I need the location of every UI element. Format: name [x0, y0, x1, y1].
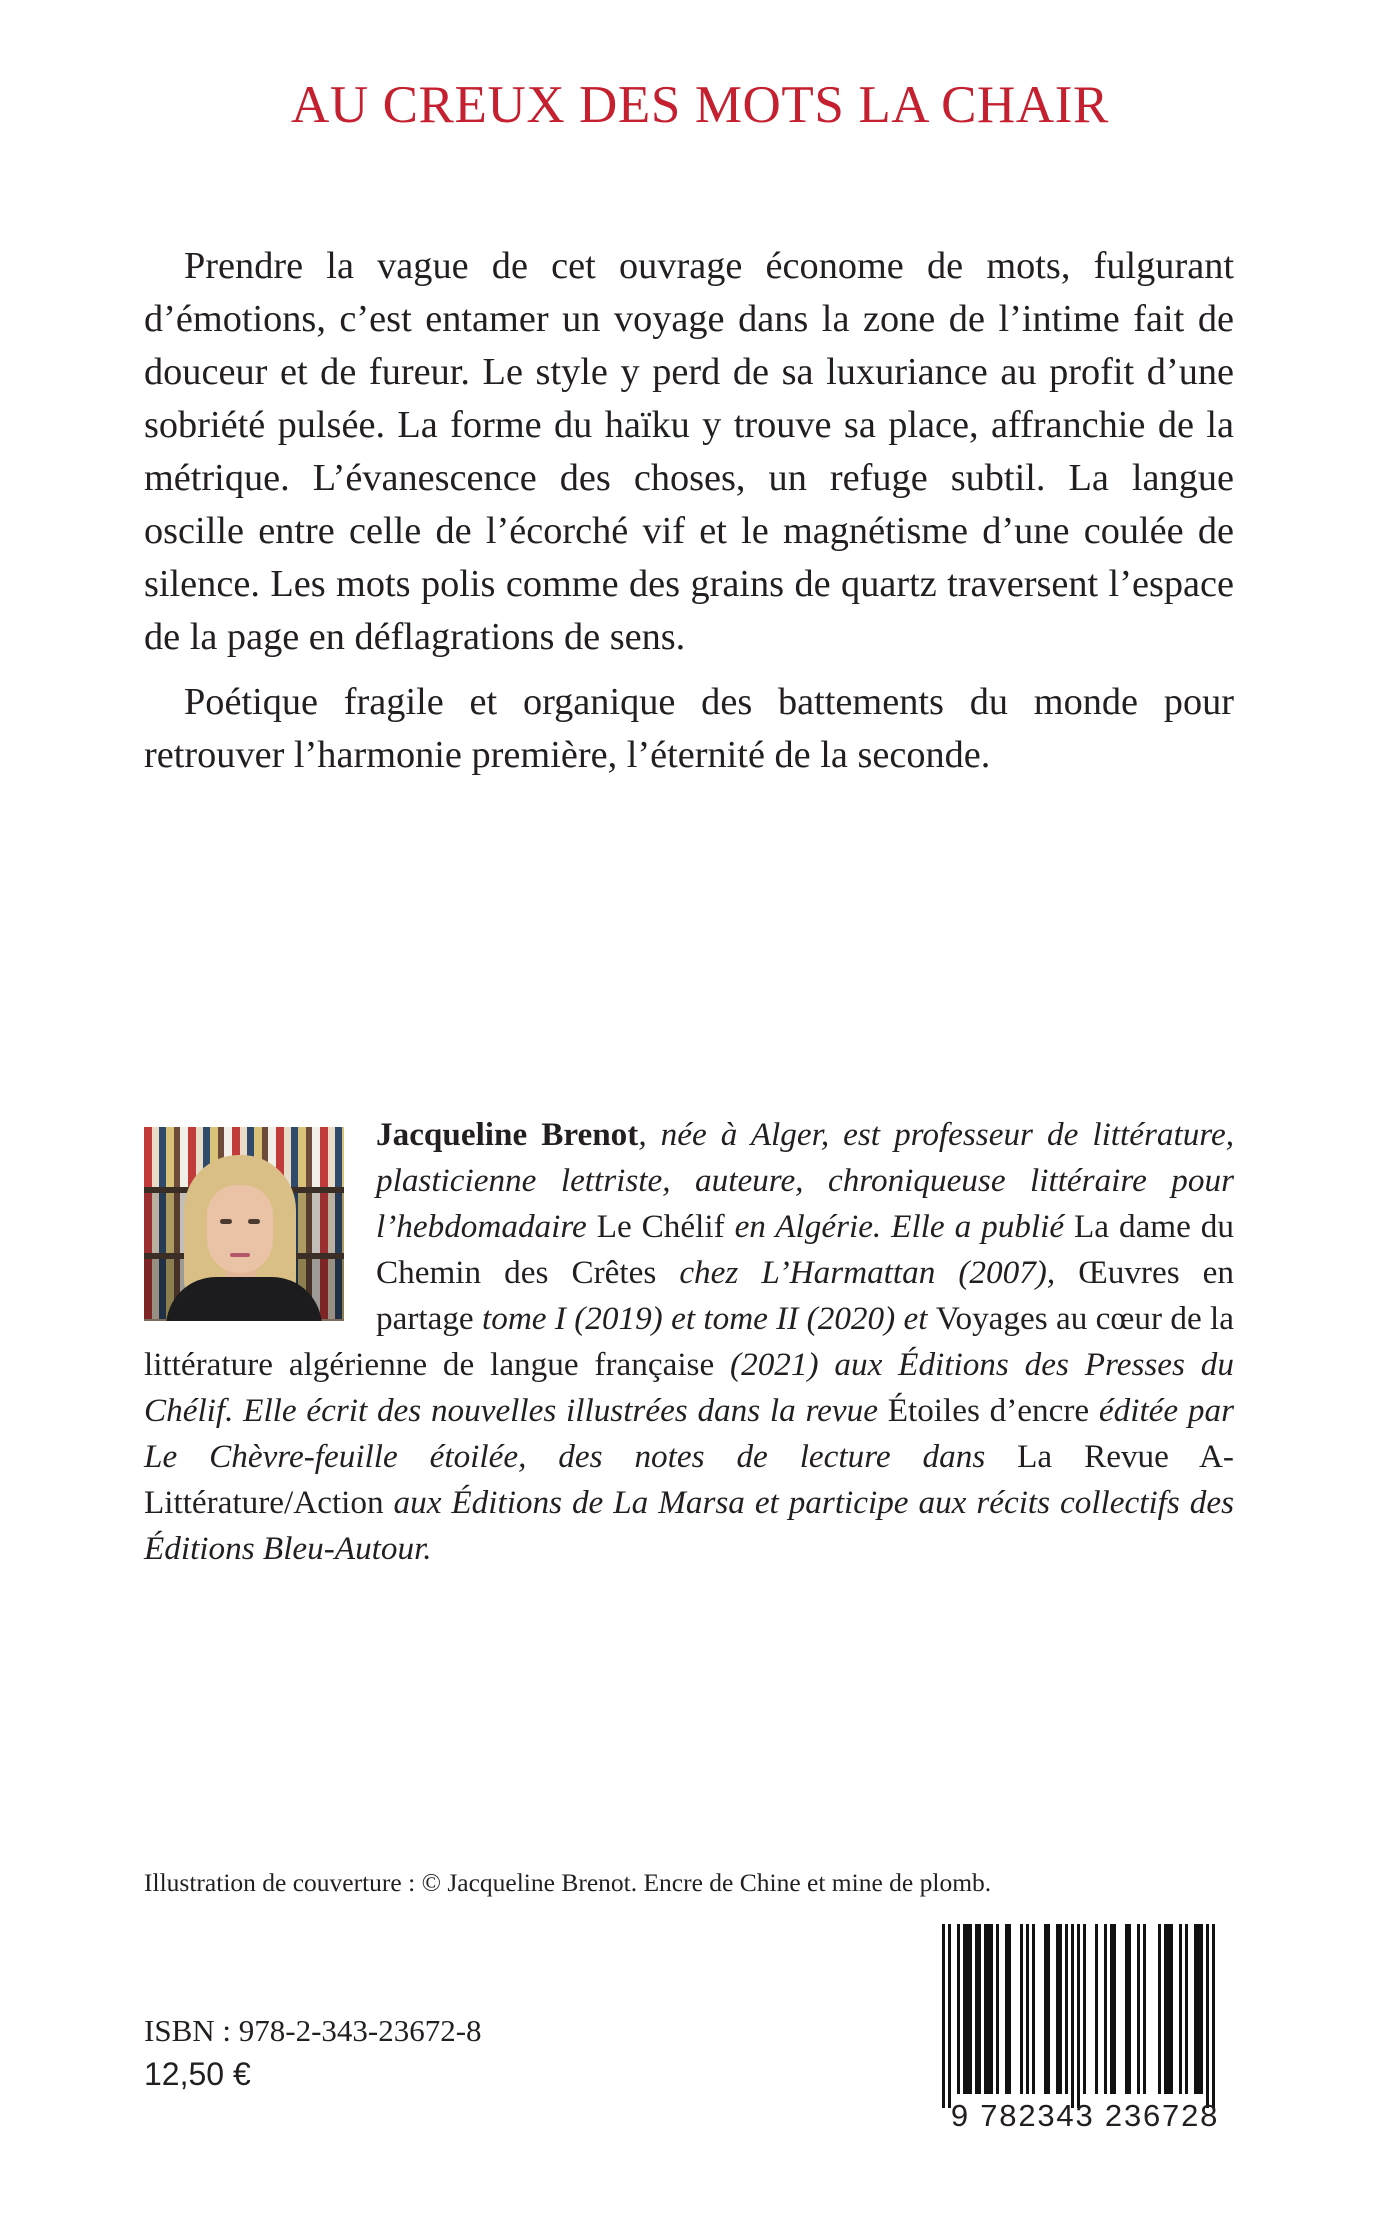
bio-work-title: Étoiles d’encre [887, 1392, 1090, 1429]
barcode-bar [1164, 1924, 1173, 2094]
bio-text: tome I (2019) et tome II (2020) et [473, 1300, 936, 1337]
author-bio [144, 1112, 1234, 1572]
bio-work-title: Voyages au cœur de la littérature algérienne de langue française [144, 1300, 1234, 1383]
barcode-bar [1032, 1924, 1035, 2094]
barcode-bar [1137, 1924, 1140, 2094]
barcode-bar [1125, 1924, 1131, 2094]
barcode [934, 1924, 1236, 2108]
barcode-bar [1104, 1924, 1107, 2094]
bio-work-title: La Revue A-Littérature/Action [144, 1438, 1234, 1521]
barcode-bar [948, 1924, 951, 2108]
barcode-bar [984, 1924, 993, 2094]
bio-text: aux Éditions de La Marsa et participe aux récits collectifs des Éditions Bleu-Autour. [144, 1484, 1234, 1567]
barcode-bar [1143, 1924, 1146, 2094]
cover-illustration-credit: Illustration de couverture : © Jacqueline Brenot. Encre de Chine et mine de plomb. [144, 1868, 992, 1897]
bio-text: éditée par Le Chèvre-feuille étoilée, des notes de lecture dans [144, 1392, 1234, 1475]
barcode-bar [1185, 1924, 1188, 2094]
barcode-bar [1110, 1924, 1116, 2094]
barcode-bar [1179, 1924, 1182, 2094]
price: 12,50 € [144, 2056, 251, 2092]
barcode-bar [1194, 1924, 1203, 2094]
bio-work-title: La dame du Chemin des Crêtes [376, 1208, 1234, 1291]
barcode-bar [1206, 1924, 1209, 2108]
bio-text: chez L’Harmattan (2007), [656, 1254, 1079, 1291]
barcode-bar [975, 1924, 981, 2094]
author-photo [144, 1127, 344, 1321]
barcode-bar [1077, 1924, 1080, 2108]
barcode-digits: 9 782343 236728 [950, 2098, 1220, 2133]
barcode-bar [1065, 1924, 1068, 2094]
barcode-bar [1071, 1924, 1074, 2108]
bio-text: , née à Alger, est professeur de littérature, plasticienne lettriste, auteure, chroniqueuse littéraire pour l’hebdomadaire [376, 1116, 1234, 1245]
barcode-bar [1044, 1924, 1050, 2094]
barcode-bar [996, 1924, 999, 2094]
bio-work-title: Le Chélif [596, 1208, 725, 1245]
bio-text: en Algérie. Elle a publié [724, 1208, 1075, 1245]
blurb-paragraph-2: Poétique fragile et organique des battements du monde pour retrouver l’harmonie première, l’éternité de la seconde. [144, 681, 1234, 776]
bio-work-title: Œuvres en partage [376, 1254, 1235, 1337]
bio-text: (2021) aux Éditions des Presses du Chélif. Elle écrit des nouvelles illustrées dans la revue [144, 1346, 1234, 1429]
book-title: AU CREUX DES MOTS LA CHAIR [290, 76, 1110, 134]
barcode-bar [1158, 1924, 1161, 2094]
barcode-bar [942, 1924, 945, 2108]
barcode-bar [1005, 1924, 1011, 2094]
barcode-bar [963, 1924, 972, 2094]
barcode-bar [1026, 1924, 1029, 2094]
barcode-bar [1095, 1924, 1098, 2094]
barcode-bar [957, 1924, 960, 2094]
barcode-bar [1020, 1924, 1023, 2094]
isbn: ISBN : 978-2-343-23672-8 [144, 2013, 482, 2048]
author-name: Jacqueline Brenot [376, 1116, 639, 1153]
back-cover-blurb [144, 240, 1234, 782]
barcode-bar [1083, 1924, 1086, 2094]
barcode-bar [1212, 1924, 1215, 2108]
barcode-bar [1056, 1924, 1062, 2094]
blurb-paragraph-1: Prendre la vague de cet ouvrage économe de mots, fulgurant d’émotions, c’est entamer un voyage dans la zone de l’intime fait de douceur et de fureur. Le style y perd de sa luxuriance au profit d’une sobriété pulsée. La forme du haïku y trouve sa place, affranchie de la métrique. L’évanescence des choses, un refuge subtil. La langue oscille entre celle de l’écorché vif et le magnétisme d’une coulée de silence. Les mots polis comme des grains de quartz traversent l’espace de la page en déflagrations de sens. [144, 245, 1234, 658]
